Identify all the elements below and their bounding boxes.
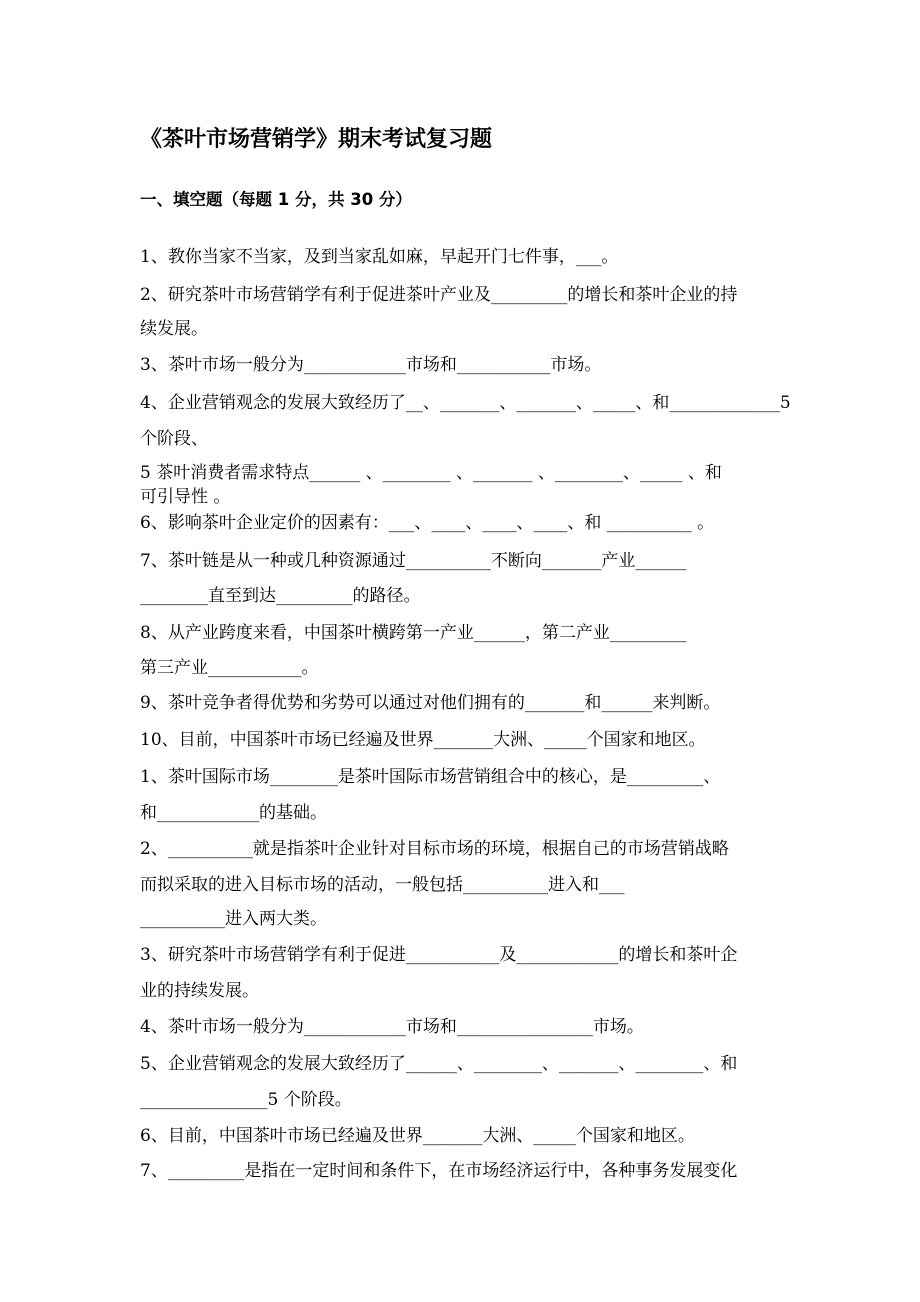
question-line: 7、茶叶链是从一种或几种资源通过__________不断向_______产业______ bbox=[140, 551, 687, 571]
section-heading: 一、填空题（每题 1 分，共 30 分） bbox=[140, 190, 412, 209]
question-line: 10、目前，中国茶叶市场已经遍及世界_______大洲、_____个国家和地区。 bbox=[140, 730, 706, 750]
question-line: 6、目前，中国茶叶市场已经遍及世界_______大洲、_____个国家和地区。 bbox=[140, 1126, 695, 1146]
question-line: 2、__________就是指茶叶企业针对目标市场的环境，根据自己的市场营销战略 bbox=[140, 839, 729, 859]
question-line: 3、研究茶叶市场营销学有利于促进___________及____________的增长和茶叶企 bbox=[140, 945, 738, 965]
question-line: 而拟采取的进入目标市场的活动，一般包括__________进入和___ bbox=[140, 875, 625, 895]
question-line: 1、教你当家不当家，及到当家乱如麻，早起开门七件事，___。 bbox=[140, 247, 619, 267]
question-line: 续发展。 bbox=[140, 319, 208, 339]
question-line: 3、茶叶市场一般分为____________市场和___________市场。 bbox=[140, 355, 602, 375]
question-line: 和____________的基础。 bbox=[140, 803, 327, 823]
question-line: 业的持续发展。 bbox=[140, 981, 259, 1001]
question-line: 5、企业营销观念的发展大致经历了______、________、_______、________、和 bbox=[140, 1054, 738, 1074]
question-line: __________进入两大类。 bbox=[140, 909, 327, 929]
question-line: _______________5 个阶段。 bbox=[140, 1090, 352, 1110]
question-line: 可引导性 。 bbox=[140, 487, 231, 507]
question-line: 4、茶叶市场一般分为____________市场和________________市场。 bbox=[140, 1017, 644, 1037]
question-line: 9、茶叶竞争者得优势和劣势可以通过对他们拥有的_______和______来判断。 bbox=[140, 693, 721, 713]
question-line: ________直至到达_________的路径。 bbox=[140, 586, 421, 606]
question-line: 4、企业营销观念的发展大致经历了__、_______、_______、_____、和_____________5 bbox=[140, 393, 791, 413]
question-line: 第三产业___________。 bbox=[140, 658, 319, 678]
question-line: 8、从产业跨度来看，中国茶叶横跨第一产业______，第二产业_________ bbox=[140, 623, 687, 643]
question-line: 1、茶叶国际市场________是茶叶国际市场营销组合中的核心，是_________、 bbox=[140, 767, 721, 787]
question-line: 5 茶叶消费者需求特点______ 、________ 、_______ 、________、_____ 、和 bbox=[140, 463, 722, 483]
question-line: 7、_________是指在一定时间和条件下，在市场经济运行中，各种事务发展变化 bbox=[140, 1161, 738, 1181]
document-title: 《茶叶市场营销学》期末考试复习题 bbox=[140, 127, 493, 152]
question-line: 个阶段、 bbox=[140, 429, 208, 449]
question-line: 6、影响茶叶企业定价的因素有：___、____、____、____、和 __________ 。 bbox=[140, 513, 715, 533]
question-line: 2、研究茶叶市场营销学有利于促进茶叶产业及_________的增长和茶叶企业的持 bbox=[140, 285, 738, 305]
